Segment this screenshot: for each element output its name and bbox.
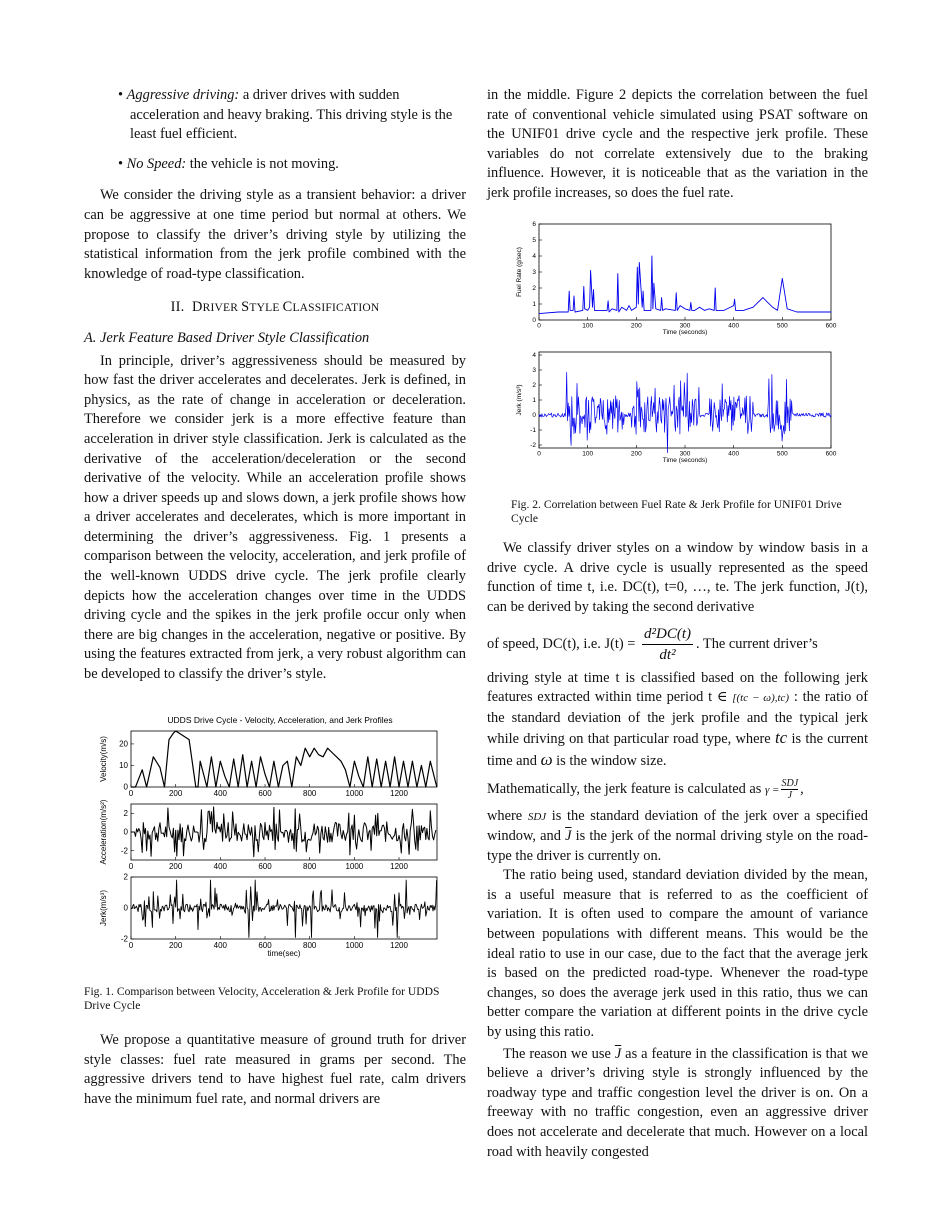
section-heading: II. DRIVER STYLE CLASSIFICATION (170, 299, 380, 316)
y-tick-label: 5 (532, 236, 536, 244)
y-tick-label: 2 (123, 872, 128, 882)
series-line (131, 807, 436, 857)
x-tick-label: 400 (728, 322, 740, 330)
paragraph: We propose a quantitative measure of ground truth for driver style classes: fuel rate measured in grams per second. The aggressive drivers tend to have highest fuel rate, calm drivers have the minimum fuel rate, and normal drivers are (84, 1032, 466, 1107)
x-axis-label: Time (seconds) (662, 328, 708, 336)
series-line (539, 256, 831, 314)
y-tick-label: 2 (532, 284, 536, 292)
x-tick-label: 0 (537, 322, 541, 330)
y-axis-label: Jerk(m/s³) (99, 889, 108, 926)
x-tick-label: 1000 (345, 940, 364, 950)
x-tick-label: 500 (776, 450, 788, 458)
x-tick-label: 500 (776, 322, 788, 330)
paragraph: driving style at time t is classified based on the following jerk features extracted within time period t ∈ [(tc − ω),tc) : the ratio of the standard deviation of the jerk profile and the typical jerk while driving on that particular road type, where tc is the current time and ω is the window size. (487, 669, 868, 769)
x-tick-label: 1000 (345, 861, 364, 871)
paragraph: The ratio being used, standard deviation divided by the mean, is a useful measure that is referred to as the coefficient of variation. It is often used to compare the amount of variance between populations with different means. This would be the ideal ratio to use in our case, due to the fact that the average jerk is based on the predicted road-type. Whenever the road-type changes, so does the average jerk used in this ratio, thus we can better compare the variation at different points in the drive cycle by using this ratio. (487, 867, 868, 1041)
x-tick-label: 600 (258, 788, 272, 798)
list-item: • No Speed: the vehicle is not moving. (118, 155, 339, 172)
chart-panel (516, 221, 837, 336)
y-tick-label: 4 (532, 252, 536, 260)
series-line (131, 880, 437, 937)
series-line (539, 372, 831, 453)
y-tick-label: 1 (532, 396, 536, 404)
x-tick-label: 0 (537, 450, 541, 458)
x-axis-label: Time (seconds) (662, 456, 708, 464)
y-tick-label: -2 (530, 441, 536, 449)
x-tick-label: 0 (128, 788, 134, 798)
figure-2 (501, 218, 868, 487)
x-tick-label: 1000 (345, 788, 364, 798)
bullet-list (84, 86, 466, 174)
x-tick-label: 200 (630, 450, 642, 458)
y-tick-label: -2 (120, 845, 128, 855)
x-tick-label: 800 (303, 940, 317, 950)
x-tick-label: 400 (213, 861, 228, 871)
right-column (487, 86, 868, 1162)
paragraph: In principle, driver’s aggressiveness should be measured by how fast the driver accelerates and decelerates. Jerk is defined, in physics, as the rate of change in acceleration or deceleration. Therefore we consider jerk is a more effective feature than acceleration in driver style classification. Jerk is calculated as the derivative of the acceleration/deceleration or the second derivative of the velocity. While an acceleration profile shows how a driver speeds up and slows down, a jerk profile shows how a driver accelerates and decelerates, which is more important in determining the driver’s aggressiveness. Fig. 1 presents a comparison between the velocity, acceleration, and jerk profile of the well-known UDDS drive cycle. The jerk profile clearly depicts how the acceleration changes over time in the UDDS driving cycle and the spikes in the jerk profile occur only when there are big changes in the acceleration, negative or positive. By using the features extracted from jerk, a very robust algorithm can be developed to classify the driver’s style. (84, 352, 466, 683)
x-tick-label: 0 (128, 940, 134, 950)
y-tick-label: 1 (532, 300, 536, 308)
x-tick-label: 200 (168, 861, 183, 871)
x-tick-label: 100 (582, 322, 594, 330)
paragraph: in the middle. Figure 2 depicts the correlation between the fuel rate of conventional vehicle simulated using PSAT software on the UNIF01 drive cycle and the respective jerk profile. These variables do not correlate extensively due to the braking influence. However, it is noticeable that as the variation in the jerk profile increases, so does the fuel rate. (487, 87, 868, 201)
y-tick-label: -2 (120, 934, 128, 944)
y-axis-label: Fuel Rate (g/sec) (516, 246, 523, 297)
subsection-heading: A. Jerk Feature Based Driver Style Classification (84, 329, 370, 346)
x-tick-label: 600 (825, 322, 837, 330)
fig2-chart (501, 218, 851, 480)
fig1-chart (84, 711, 466, 973)
y-tick-label: 0 (123, 903, 128, 913)
equation-line: of speed, DC(t), i.e. J(t) = $\frac{\text{d²DC(t)}}{\text{dt²}}$ . The current driver’s (487, 625, 818, 663)
series-line (131, 731, 437, 787)
paragraph: where SDJ is the standard deviation of the jerk over a specified window, and $\overline{J}$ is the jerk of the normal driving style on the road-type the driver is currently on. (487, 807, 868, 864)
x-tick-label: 0 (128, 861, 134, 871)
y-tick-label: 4 (532, 351, 536, 359)
y-tick-label: 0 (123, 782, 128, 792)
x-tick-label: 300 (679, 322, 691, 330)
y-tick-label: 2 (532, 381, 536, 389)
y-tick-label: 6 (532, 220, 536, 228)
y-tick-label: 0 (532, 411, 536, 419)
gamma-fraction: $\frac{\text{SDJ}}{J}$ (781, 777, 799, 801)
x-tick-label: 200 (168, 940, 183, 950)
chart-panel (99, 872, 437, 957)
figure-2-caption: Fig. 2. Correlation between Fuel Rate & Jerk Profile for UNIF01 Drive Cycle (511, 498, 842, 526)
x-tick-label: 300 (679, 450, 691, 458)
paragraph: The reason we use $\overline{J}$ as a feature in the classification is that we believe a driver’s driving style is strongly influenced by the roadway type and traffic congestion level the driver is on. On a freeway with no traffic congestion, even an aggressive driver does not accelerate and decelerate that much. However on a local road with heavily congested (487, 1045, 868, 1160)
list-item: • Aggressive driving: a driver drives with sudden acceleration and heavy braking. This driving style is the least fuel efficient. (118, 87, 453, 143)
y-tick-label: 20 (119, 739, 128, 749)
x-tick-label: 200 (168, 788, 183, 798)
x-tick-label: 600 (258, 940, 272, 950)
figure-1 (84, 711, 466, 980)
x-tick-label: 400 (213, 788, 228, 798)
x-tick-label: 100 (582, 450, 594, 458)
y-tick-label: -1 (530, 426, 536, 434)
y-tick-label: 2 (123, 808, 128, 818)
y-axis-label: Acceleration(m/s²) (99, 799, 108, 865)
paragraph: We classify driver styles on a window by window basis in a drive cycle. A drive cycle is usually represented as the speed function of time t, i.e. DC(t), t=0, …, te. The jerk function, J(t), can be derived by taking the second derivative (487, 540, 868, 615)
x-tick-label: 400 (213, 940, 228, 950)
x-tick-label: 1200 (390, 940, 408, 950)
chart-title: UDDS Drive Cycle - Velocity, Acceleration, and Jerk Profiles (167, 714, 393, 725)
y-tick-label: 3 (532, 268, 536, 276)
x-tick-label: 1200 (390, 861, 408, 871)
x-tick-label: 800 (303, 861, 317, 871)
paragraph: We consider the driving style as a transient behavior: a driver can be aggressive at one time period but normal at others. We propose to classify the driver’s driving style by utilizing the statistical information from the jerk profile combined with the knowledge of road-type classification. (84, 187, 466, 282)
y-tick-label: 10 (119, 760, 128, 770)
equation-line: Mathematically, the jerk feature is calculated as γ = $\frac{\text{SDJ}}{J}$ , (487, 777, 804, 801)
y-tick-label: 0 (123, 827, 128, 837)
x-tick-label: 400 (728, 450, 740, 458)
x-tick-label: 600 (258, 861, 272, 871)
y-axis-label: Velocity(m/s) (99, 735, 108, 782)
y-axis-label: Jerk (m/s³) (516, 384, 523, 416)
x-tick-label: 1200 (390, 788, 408, 798)
figure-1-caption: Fig. 1. Comparison between Velocity, Acceleration & Jerk Profile for UDDS Drive Cycle (84, 985, 440, 1013)
equation-fraction: $\frac{\text{d²DC(t)}}{\text{dt²}}$ (644, 625, 691, 663)
chart-panel (99, 731, 437, 798)
chart-panel (99, 799, 437, 871)
left-column (84, 86, 466, 1110)
chart-panel (516, 352, 837, 464)
y-tick-label: 0 (532, 316, 536, 324)
x-tick-label: 600 (825, 450, 837, 458)
y-tick-label: 3 (532, 366, 536, 374)
x-tick-label: 200 (630, 322, 642, 330)
x-axis-label: time(sec) (267, 948, 301, 958)
x-tick-label: 800 (303, 788, 317, 798)
